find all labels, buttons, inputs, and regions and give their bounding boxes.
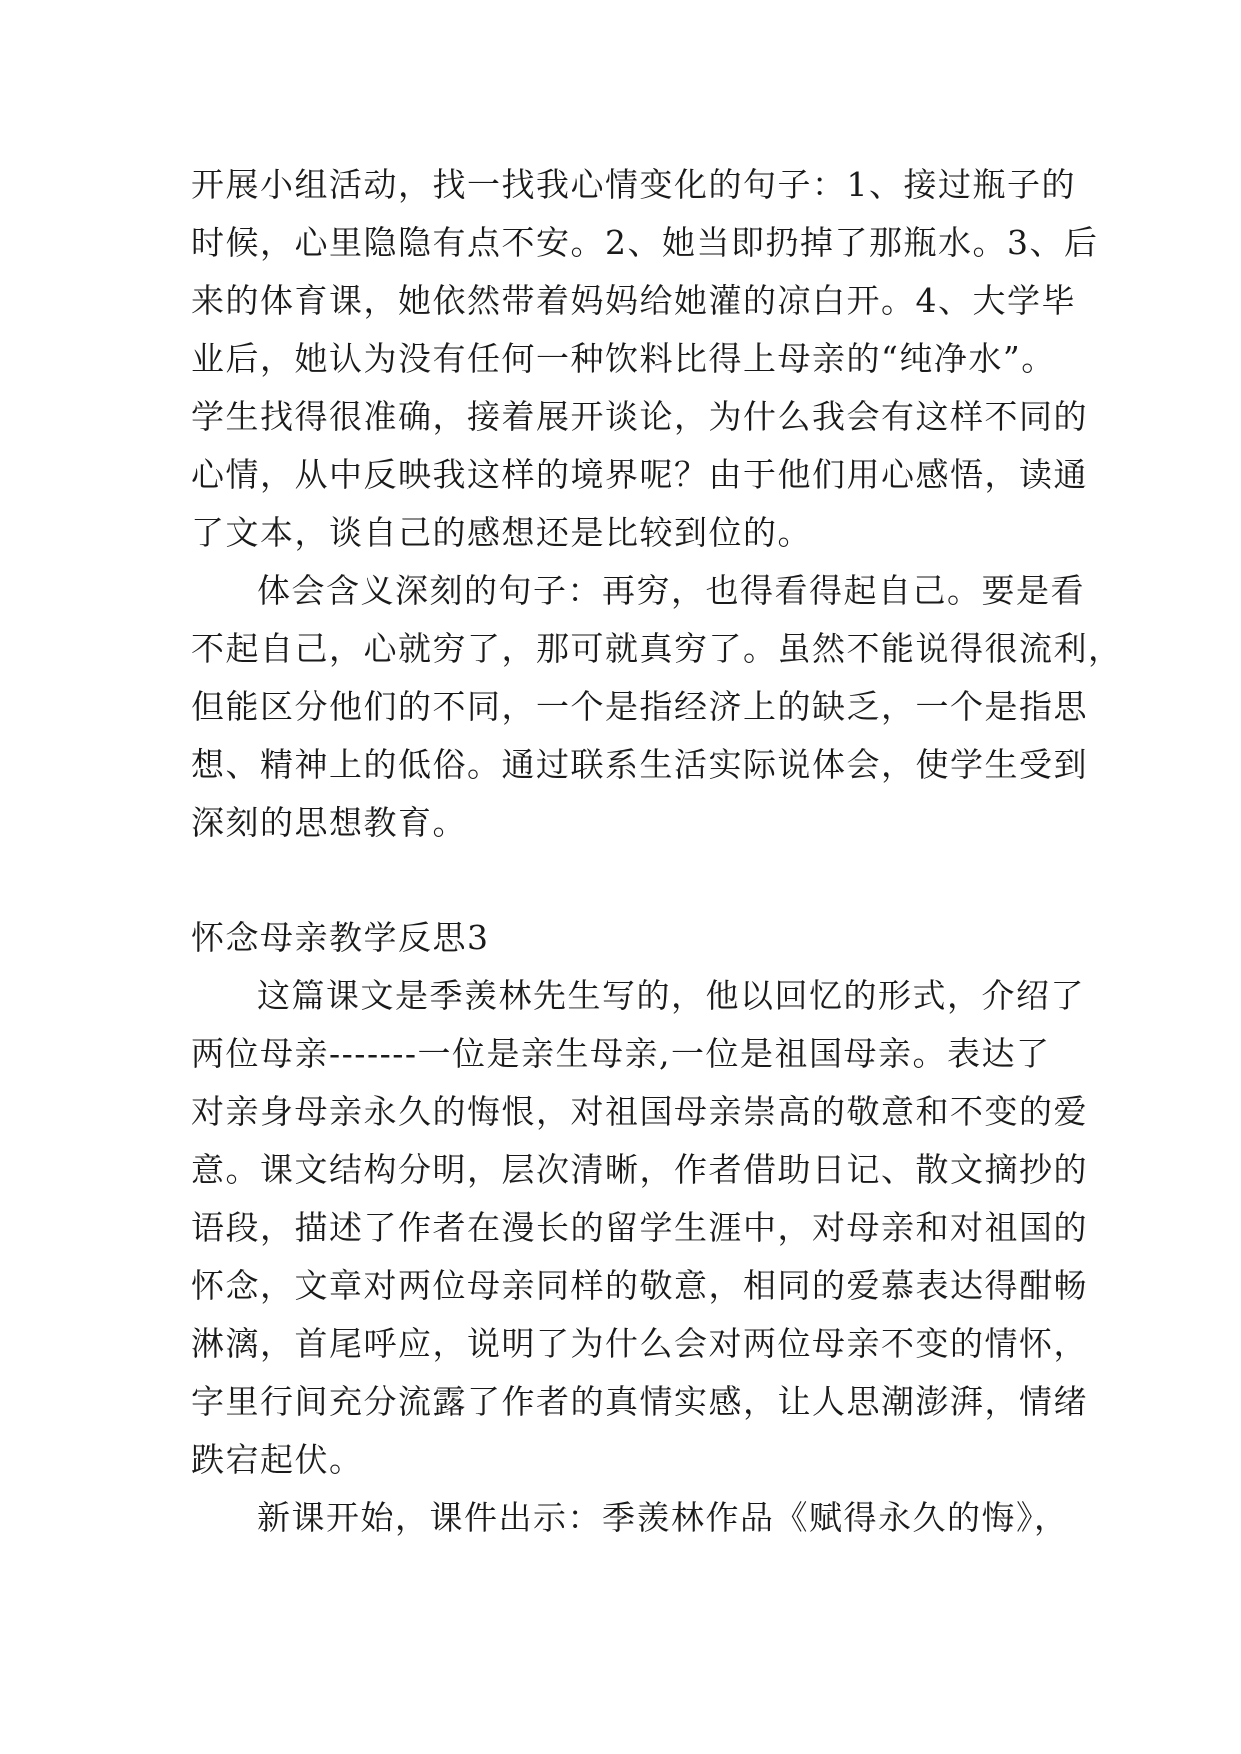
paragraph-3-line-7: 淋漓，首尾呼应，说明了为什么会对两位母亲不变的情怀， [191,1324,1088,1363]
paragraph-2-line-1: 体会含义深刻的句子：再穷，也得看得起自己。要是看 [257,571,1085,610]
section-title: 怀念母亲教学反思3 [191,918,490,957]
paragraph-3-line-5: 语段，描述了作者在漫长的留学生涯中，对母亲和对祖国的 [191,1208,1088,1247]
paragraph-3-line-8: 字里行间充分流露了作者的真情实感，让人思潮澎湃，情绪 [191,1382,1088,1421]
paragraph-2-line-4: 想、精神上的低俗。通过联系生活实际说体会，使学生受到 [191,745,1088,784]
paragraph-1-line-4: 业后，她认为没有任何一种饮料比得上母亲的“纯净水”。 [191,339,1056,378]
paragraph-2-line-2: 不起自己，心就穷了，那可就真穷了。虽然不能说得很流利， [191,629,1123,668]
paragraph-1-line-6: 心情，从中反映我这样的境界呢？由于他们用心感悟，读通 [191,455,1088,494]
paragraph-1-line-5: 学生找得很准确，接着展开谈论，为什么我会有这样不同的 [191,397,1088,436]
paragraph-1-line-1: 开展小组活动，找一找我心情变化的句子：1、接过瓶子的 [191,165,1076,204]
paragraph-1-line-7: 了文本，谈自己的感想还是比较到位的。 [191,513,812,552]
paragraph-1-line-3: 来的体育课，她依然带着妈妈给她灌的凉白开。4、大学毕 [191,281,1076,320]
paragraph-3-line-9: 跌宕起伏。 [191,1440,364,1479]
paragraph-3-line-6: 怀念，文章对两位母亲同样的敬意，相同的爱慕表达得酣畅 [191,1266,1088,1305]
paragraph-3-line-2: 两位母亲-------一位是亲生母亲,一位是祖国母亲。表达了 [191,1034,1051,1073]
paragraph-2-line-3: 但能区分他们的不同，一个是指经济上的缺乏，一个是指思 [191,687,1088,726]
paragraph-4-line-1: 新课开始，课件出示：季羡林作品《赋得永久的悔》， [257,1498,1069,1537]
paragraph-3-line-4: 意。课文结构分明，层次清晰，作者借助日记、散文摘抄的 [191,1150,1088,1189]
paragraph-3-line-1: 这篇课文是季羡林先生写的，他以回忆的形式，介绍了 [257,976,1085,1015]
paragraph-2-line-5: 深刻的思想教育。 [191,803,467,842]
paragraph-1-line-2: 时候，心里隐隐有点不安。2、她当即扔掉了那瓶水。3、后 [191,223,1099,262]
paragraph-3-line-3: 对亲身母亲永久的悔恨，对祖国母亲崇高的敬意和不变的爱 [191,1092,1088,1131]
